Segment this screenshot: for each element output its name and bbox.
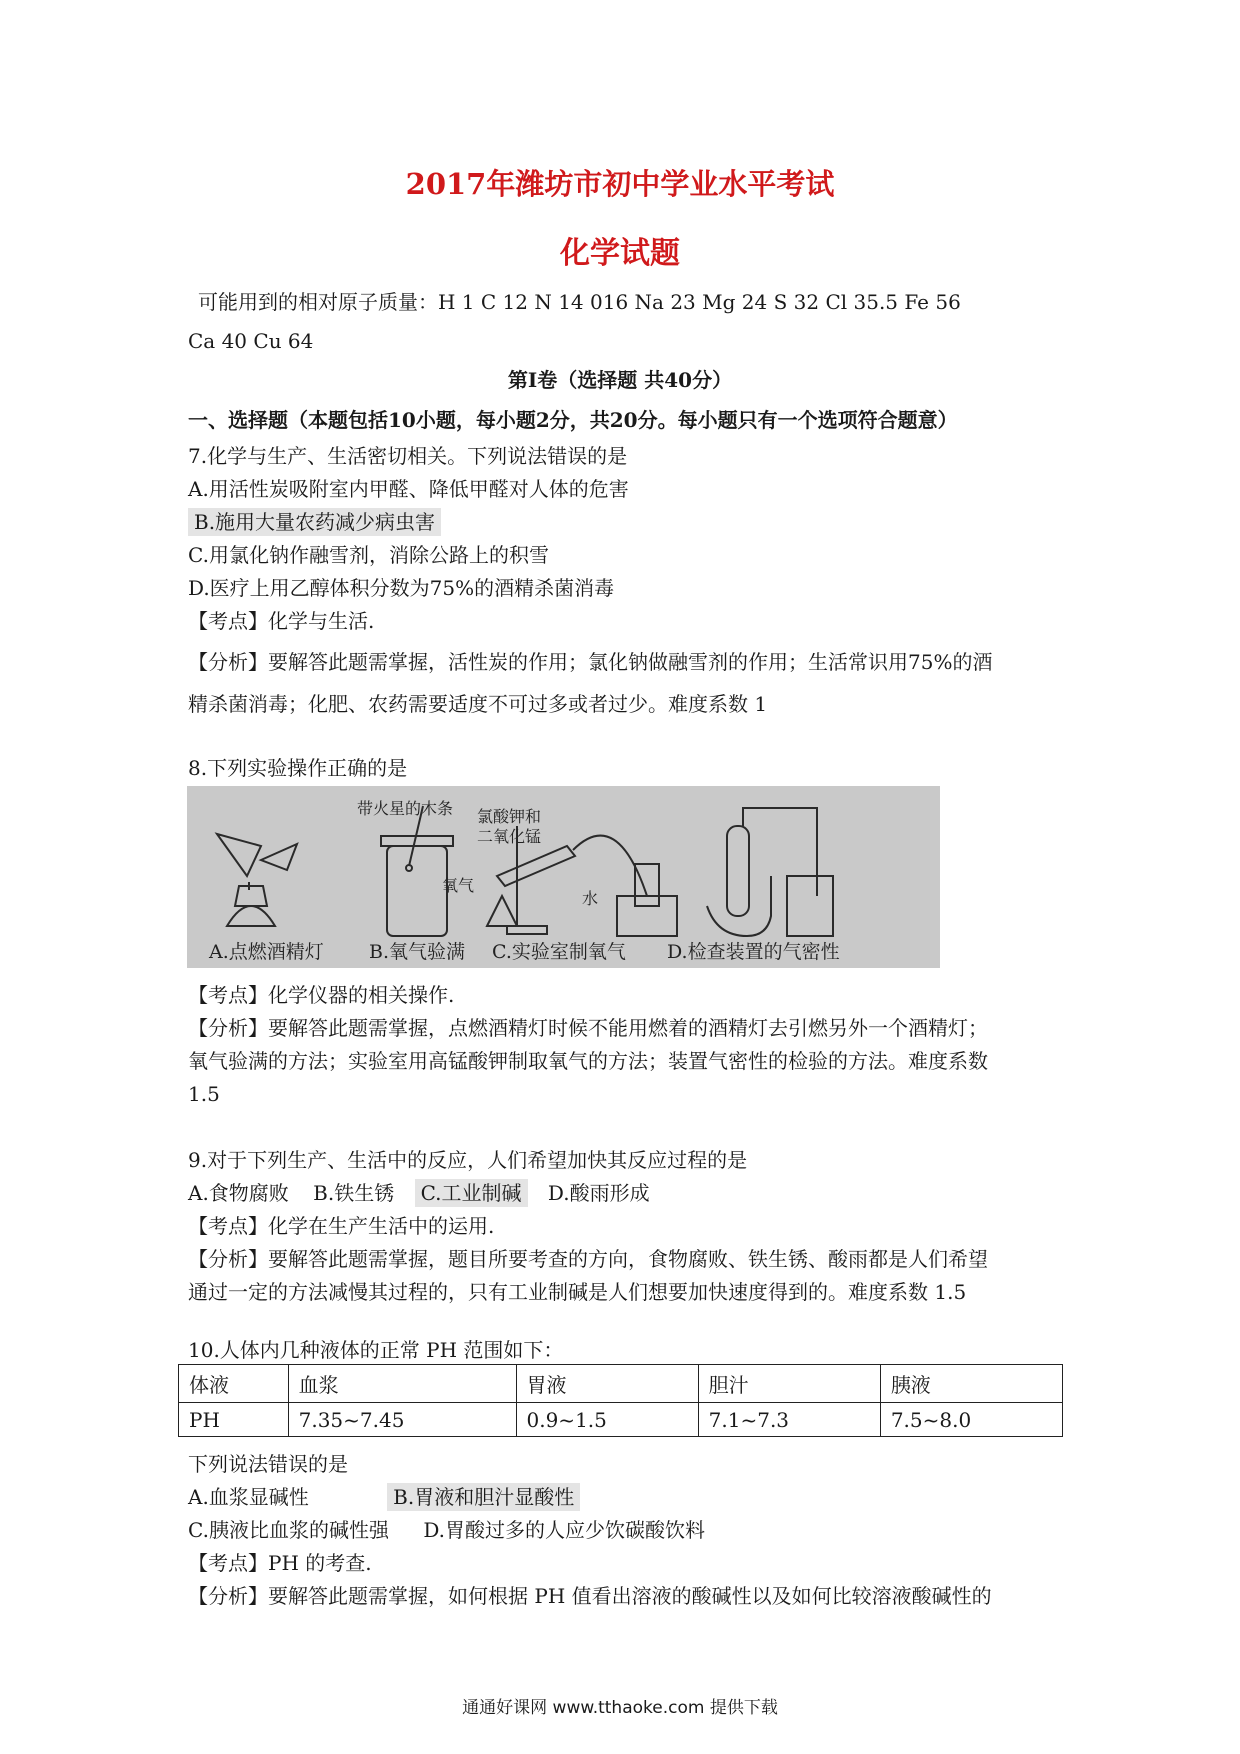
q7-option-c: C.用氯化钠作融雪剂，消除公路上的积雪 [188,543,549,567]
label-stick: 带火星的木条 [357,799,454,818]
table-cell: 7.1~7.3 [698,1403,880,1437]
table-cell: 7.5~8.0 [880,1403,1062,1437]
q10-point: 【考点】PH 的考查. [188,1551,372,1575]
q10-after: 下列说法错误的是 [188,1452,348,1476]
q10-option-d: D.胃酸过多的人应少饮碳酸饮料 [423,1518,705,1542]
table-cell: PH [179,1403,289,1437]
q9-analysis-1: 【分析】要解答此题需掌握，题目所要考查的方向，食物腐败、铁生锈、酸雨都是人们希望 [188,1247,988,1271]
q8-point: 【考点】化学仪器的相关操作. [188,983,455,1007]
caption-b: B.氧气验满 [369,941,466,963]
volume-title: 第Ⅰ卷（选择题 共40分） [507,368,733,392]
caption-c: C.实验室制氧气 [492,941,626,963]
table-header-row [179,1365,1063,1403]
q10-options-cd [188,1520,705,1540]
q9-analysis-2: 通过一定的方法减慢其过程的，只有工业制碱是人们想要加快速度得到的。难度系数 1.5 [188,1280,967,1304]
q7-option-b-text: B.施用大量农药减少病虫害 [188,508,441,536]
q7-option-a: A.用活性炭吸附室内甲醛、降低甲醛对人体的危害 [188,477,629,501]
q8-analysis-3: 1.5 [188,1082,220,1106]
table-cell: 体液 [179,1365,289,1403]
table-cell: 0.9~1.5 [516,1403,698,1437]
q8-analysis-2: 氧气验满的方法；实验室用高锰酸钾制取氧气的方法；装置气密性的检验的方法。难度系数 [188,1049,988,1073]
q10-analysis-1: 【分析】要解答此题需掌握，如何根据 PH 值看出溶液的酸碱性以及如何比较溶液酸碱性的 [188,1584,992,1608]
q8-analysis-1: 【分析】要解答此题需掌握，点燃酒精灯时候不能用燃着的酒精灯去引燃另外一个酒精灯； [188,1016,988,1040]
q9-point: 【考点】化学在生产生活中的运用. [188,1214,495,1238]
table-cell: 胆汁 [698,1365,880,1403]
gas-jar-drawing-b [381,806,453,936]
label-water: 水 [582,889,599,908]
table-cell: 血浆 [288,1365,516,1403]
page-footer: 通通好课网 www.tthaoke.com 提供下载 [462,1698,778,1718]
part-title: 一、选择题（本题包括10小题，每小题2分，共20分。每小题只有一个选项符合题意） [188,408,958,432]
q10-option-c: C.胰液比血浆的碱性强 [188,1518,389,1542]
alcohol-lamp-drawing-a [217,834,297,926]
lab-operations-figure [187,786,940,968]
atomic-mass-line-1: 可能用到的相对原子质量：H 1 C 12 N 14 016 Na 23 Mg 24 S 32 Cl 35.5 Fe 56 [198,290,961,314]
airtightness-drawing-d [707,808,833,936]
q9-options [188,1183,650,1203]
atomic-mass-line-2: Ca 40 Cu 64 [188,329,314,353]
q7-option-d: D.医疗上用乙醇体积分数为75%的酒精杀菌消毒 [188,576,615,600]
q7-point: 【考点】化学与生活. [188,609,375,633]
q9-stem: 9.对于下列生产、生活中的反应，人们希望加快其反应过程的是 [188,1148,748,1172]
lab-operations-diagram [187,786,940,968]
ph-table [178,1364,1063,1437]
q7-stem: 7.化学与生产、生活密切相关。下列说法错误的是 [188,444,628,468]
q9-option-b: B.铁生锈 [313,1181,395,1205]
exam-subtitle: 化学试题 [560,236,680,271]
q9-option-c: C.工业制碱 [415,1179,528,1207]
label-gas: 氧气 [442,876,475,895]
q9-option-d: D.酸雨形成 [547,1181,650,1205]
q7-analysis-2: 精杀菌消毒；化肥、农药需要适度不可过多或者过少。难度系数 1 [188,692,768,716]
caption-d: D.检查装置的气密性 [667,941,840,963]
q7-option-b [188,512,441,532]
q9-option-a: A.食物腐败 [188,1181,289,1205]
label-chem: 氯酸钾和 [477,807,542,826]
q7-analysis-1: 【分析】要解答此题需掌握，活性炭的作用；氯化钠做融雪剂的作用；生活常识用75%的酒 [188,650,993,674]
table-cell: 胰液 [880,1365,1062,1403]
table-row [179,1403,1063,1437]
caption-a: A.点燃酒精灯 [209,941,324,963]
q10-option-a: A.血浆显碱性 [188,1485,309,1509]
label-chem2: 二氧化锰 [477,827,542,846]
q8-stem: 8.下列实验操作正确的是 [188,756,408,780]
table-cell: 7.35~7.45 [288,1403,516,1437]
exam-title: 2017年潍坊市初中学业水平考试 [405,167,835,201]
q10-options-ab [188,1487,580,1507]
q10-option-b: B.胃液和胆汁显酸性 [387,1483,580,1511]
q10-stem: 10.人体内几种液体的正常 PH 范围如下： [188,1338,564,1362]
table-cell: 胃液 [516,1365,698,1403]
